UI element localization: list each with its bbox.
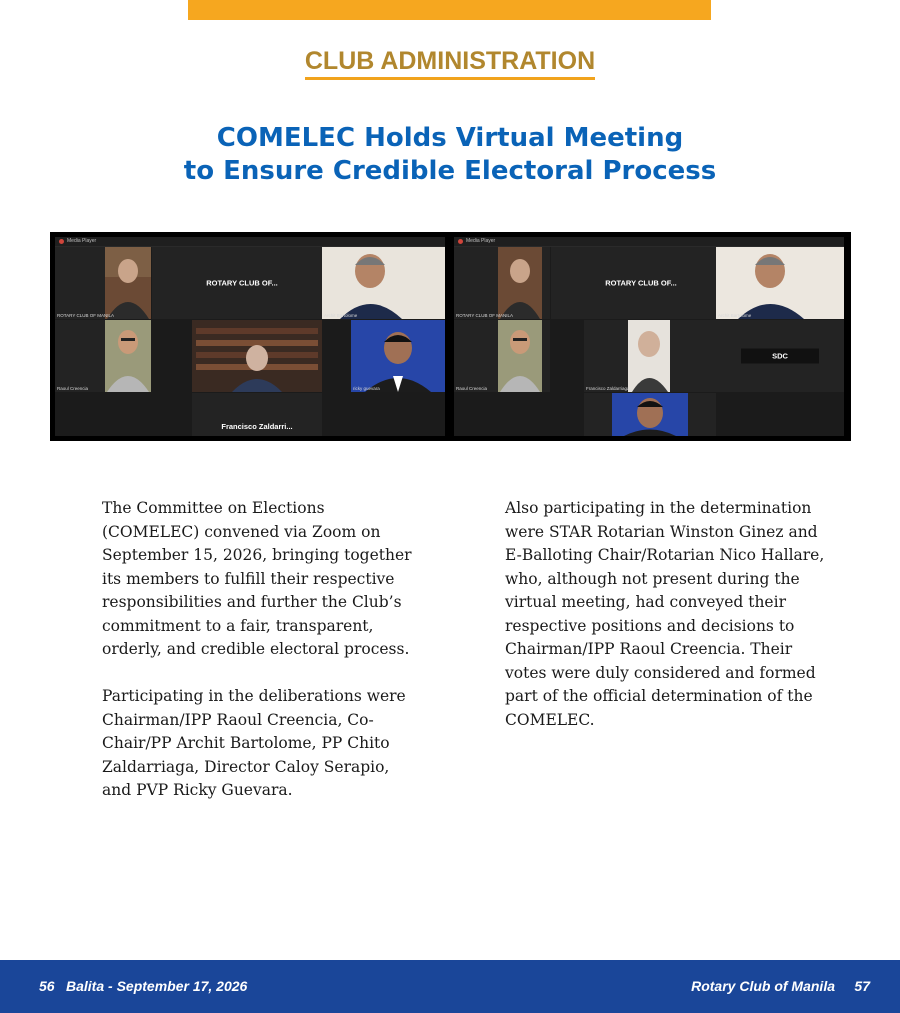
sdc-tile: SDC (716, 320, 844, 392)
app-icon (59, 239, 64, 244)
person-video (55, 320, 151, 392)
club-name: Rotary Club of Manila (691, 978, 835, 994)
right-page-number: 57 (854, 978, 870, 994)
participant-tile: ROTARY CLUB OF MANILA (55, 247, 151, 319)
window-titlebar: Media Player (454, 237, 844, 247)
room-name-tile: ROTARY CLUB OF... (152, 247, 332, 319)
zoom-meeting-photo (50, 232, 851, 441)
zoom-window-right (454, 237, 844, 436)
participant-tile (192, 320, 322, 392)
headline-line-1: COMELEC Holds Virtual Meeting (216, 123, 684, 153)
participant-tile (584, 393, 716, 436)
person-video (192, 320, 322, 392)
article-headline (0, 122, 900, 188)
person-video (454, 247, 550, 319)
article-column-1 (102, 497, 412, 803)
page-footer (0, 960, 900, 1013)
person-video (454, 320, 550, 392)
person-video (322, 247, 445, 319)
zoom-window-left (55, 237, 445, 436)
person-video (55, 247, 151, 319)
participant-tile: ricky guevara (351, 320, 445, 392)
paragraph: Also participating in the determination were STAR Rotarian Winston Ginez and E-Balloting Chair/Rotarian Nico Hallare, who, although not present during the virtual meeting, had conveyed their respective positions and decisions to Chairman/IPP Raoul Creencia. Their votes were duly considered and formed part of the official determination of the COMELEC. (505, 499, 825, 729)
name-tile: Francisco Zaldarri... (192, 393, 322, 436)
participant-tile: Francisco Zaldarriaga (584, 320, 716, 392)
participant-tile: ROTARY CLUB OF MANILA (454, 247, 550, 319)
person-video (716, 247, 844, 319)
publication-date: Balita - September 17, 2026 (66, 978, 248, 994)
participant-tile: Archit Bartolome (716, 247, 844, 319)
section-label: CLUB ADMINISTRATION (0, 47, 900, 80)
participant-tile: Archit Bartolome (322, 247, 445, 319)
participant-tile: Raoul Creencia (55, 320, 151, 392)
person-video (584, 393, 716, 436)
room-name-tile: ROTARY CLUB OF... (551, 247, 731, 319)
headline-line-2: to Ensure Credible Electoral Process (183, 156, 717, 186)
person-video (584, 320, 716, 392)
person-video (351, 320, 445, 392)
participant-tile: Raoul Creencia (454, 320, 550, 392)
paragraph: The Committee on Elections (COMELEC) convened via Zoom on September 15, 2026, bringing together its members to fulfill their respective responsibilities and further the Club’s commitment to a fair, transparent, orderly, and credible electoral process. (102, 499, 412, 658)
app-icon (458, 239, 463, 244)
article-column-2 (505, 497, 825, 732)
left-page-number: 56 (39, 978, 55, 994)
paragraph: Participating in the deliberations were Chairman/IPP Raoul Creencia, Co-Chair/PP Archit Bartolome, PP Chito Zaldarriaga, Director Caloy Serapio, and PVP Ricky Guevara. (102, 687, 406, 799)
top-accent-bar (188, 0, 711, 20)
window-titlebar: Media Player (55, 237, 445, 247)
